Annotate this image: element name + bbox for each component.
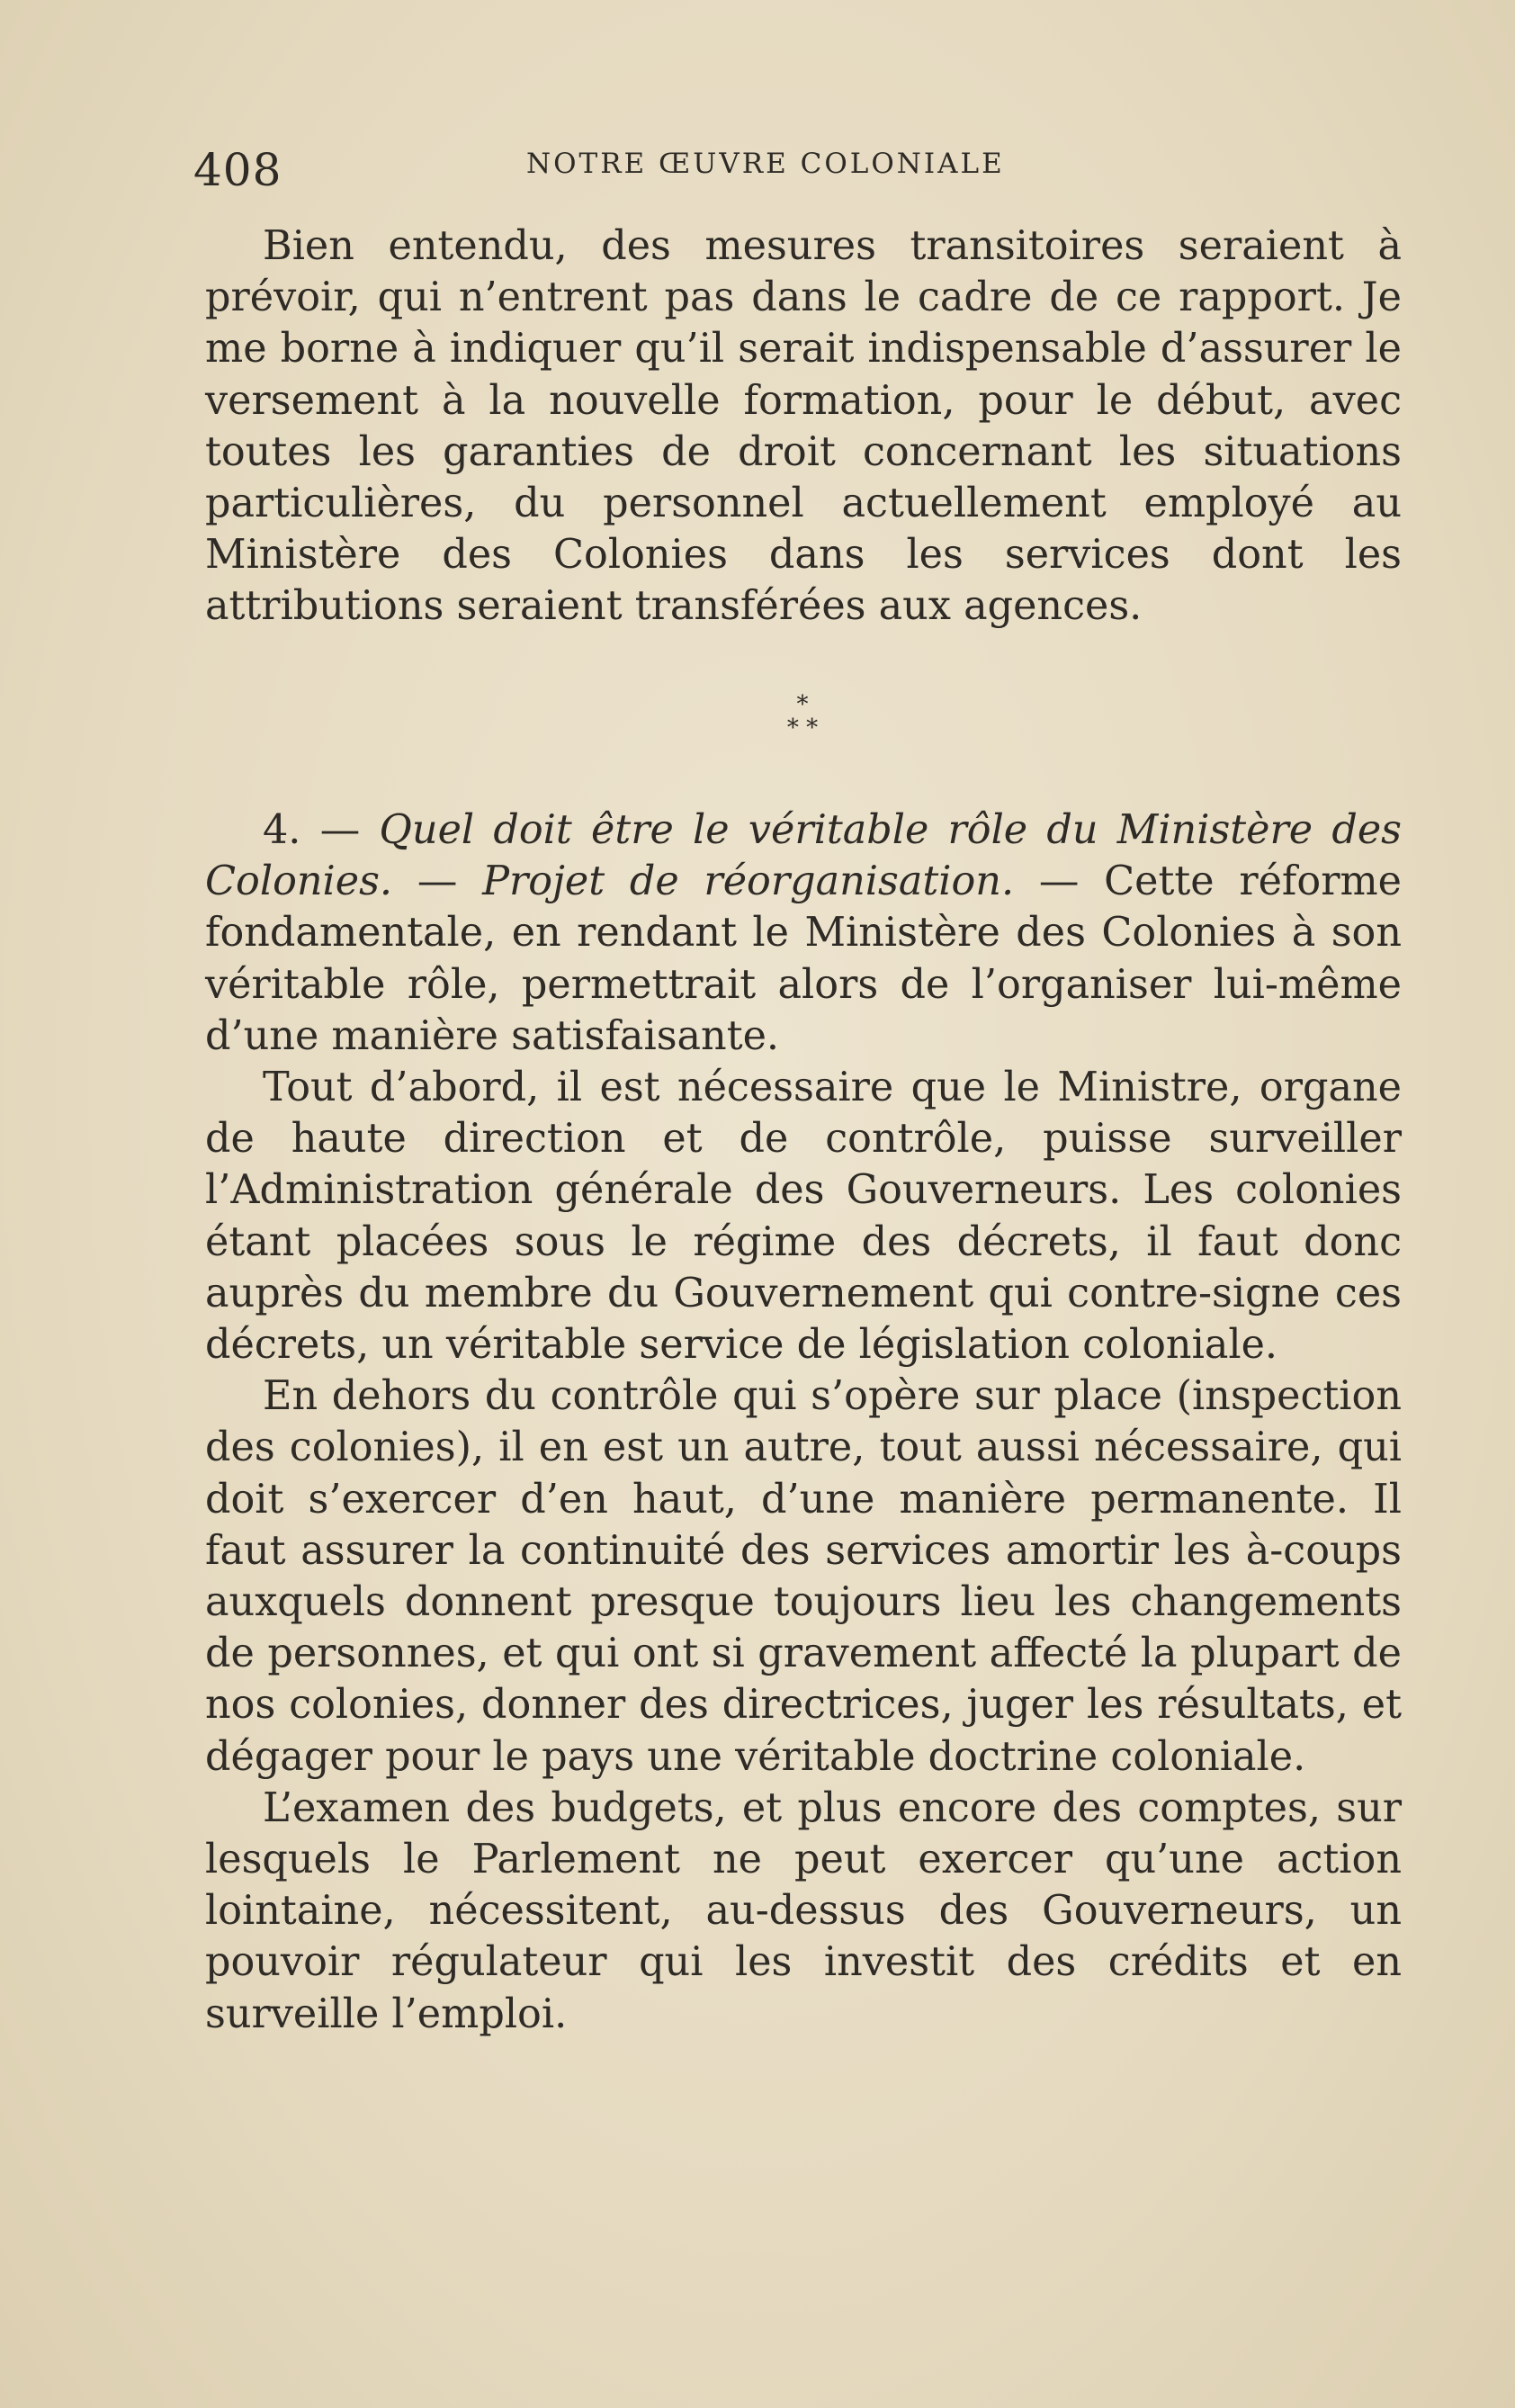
page-number: 408 [193,144,282,196]
asterism-bottom: * * [786,714,819,741]
running-head [193,135,1412,198]
section-lead-text: — Cette réforme fondamentale, en rendant le Ministère des Colonies à son véritable rôle, permettrait alors de l’organiser lui-même d’une manière satisfaisante. [205,858,1403,1059]
paragraph-tout-dabord: Tout d’abord, il est nécessaire que le Ministre, organe de haute direction et de contrôle, puisse surveiller l’Administration générale des Gouverneurs. Les colonies étant placées sous le régime des décrets, il faut donc auprès du membre du Gouvernement qui contre-signe ces décrets, un véritable service de législation coloniale. [205,1065,1402,1369]
section-heading-separator: — [392,858,483,905]
paragraph-en-dehors: En dehors du contrôle qui s’opère sur place (inspection des colonies), il en est un autre, tout aussi nécessaire, qui doit s’exercer d’en haut, d’une manière permanente. Il faut assurer la continuité des services amortir les à-coups auxquels donnent presque toujours lieu les changements de personnes, et qui ont si gravement affecté la plupart de nos colonies, donner des directrices, juger les résultats, et dégager pour le pays une véritable doctrine coloniale. [205,1373,1402,1780]
running-title: NOTRE ŒUVRE COLONIALE [526,148,1005,180]
section-4 [205,804,1402,2040]
opening-paragraph: Bien entendu, des mesures transitoires seraient à prévoir, qui n’entrent pas dans le cadre de ce rapport. Je me borne à indiquer qu’il serait indispensable d’assurer le versement à la nouvelle formation, pour le début, avec toutes les garanties de droit concernant les situations particulières, du personnel actuellement employé au Ministère des Colonies dans les services dont les attributions seraient transférées aux agences. [205,223,1402,630]
section-heading-project: Projet de réorganisation. [482,858,1015,905]
section-number: 4. — [263,807,380,853]
paragraph-examen-budgets: L’examen des budgets, et plus encore des comptes, sur lesquels le Parlement ne peut exercer qu’une action lointaine, nécessitent, au-dessus des Gouverneurs, un pouvoir régulateur qui les investit des crédits et en surveille l’emploi. [205,1784,1402,2037]
asterism-separator [775,693,829,747]
asterism-top: * [796,691,809,718]
section-heading-question: Quel doit être le véritable rôle du Ministère des Colonies. [205,807,1402,905]
opening-text [205,220,1402,633]
section-heading-paragraph [205,804,1402,1062]
